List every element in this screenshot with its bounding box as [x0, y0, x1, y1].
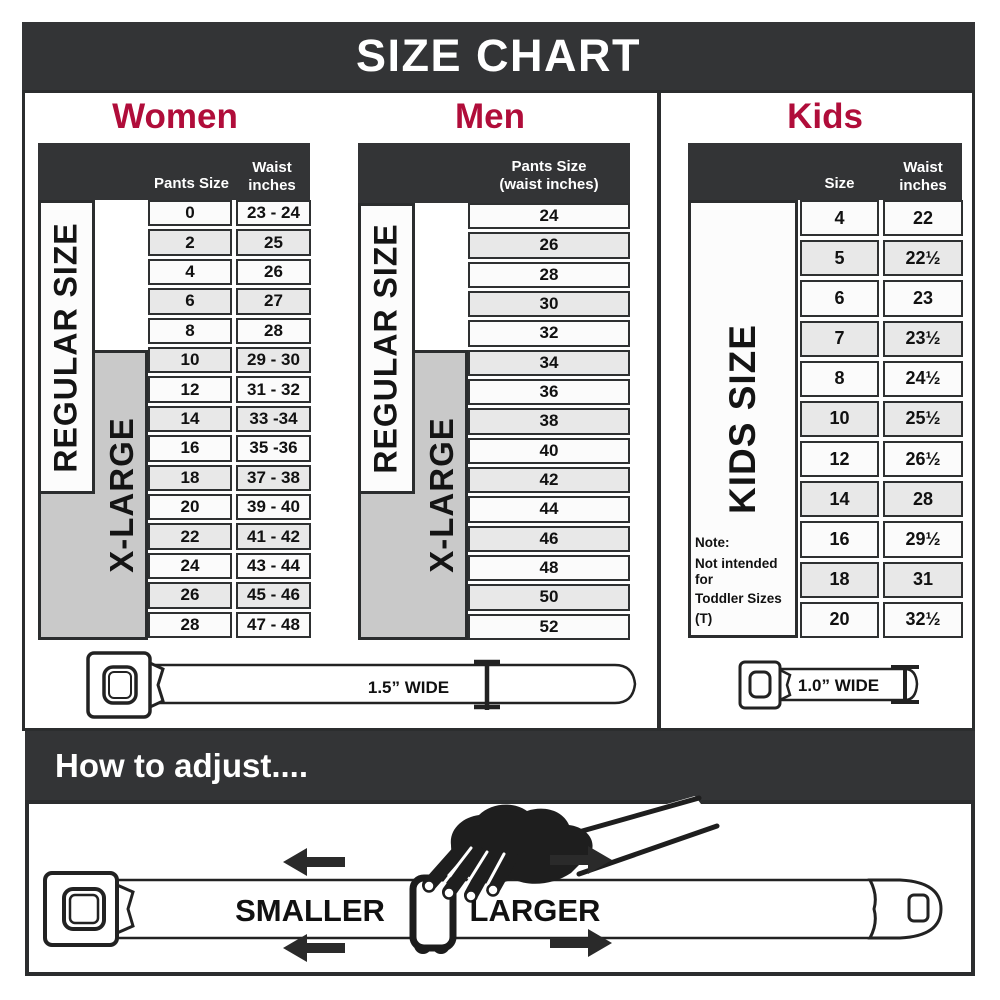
- adjust-buckle-icon: [45, 873, 133, 945]
- kids-belt-width-label: 1.0” WIDE: [797, 676, 880, 695]
- kids-note-line2: Toddler Sizes (T): [695, 590, 782, 626]
- size-cell: 37 - 38: [236, 465, 311, 491]
- smaller-label: SMALLER: [235, 893, 385, 928]
- size-cell: 43 - 44: [236, 553, 311, 579]
- size-cell: 10: [148, 347, 232, 373]
- size-cell: 28: [148, 612, 232, 638]
- kids-size-label: KIDS SIZE: [722, 324, 764, 514]
- size-cell: 42: [468, 467, 630, 493]
- women-col2-header: Waist inches: [248, 158, 296, 195]
- men-col-header-line2: (waist inches): [499, 176, 599, 194]
- size-cell: 0: [148, 200, 232, 226]
- kids-note: [695, 530, 797, 629]
- size-cell: 24: [468, 203, 630, 229]
- size-cell: 22½: [883, 240, 963, 276]
- size-cell: 39 - 40: [236, 494, 311, 520]
- size-cell: 4: [800, 200, 879, 236]
- size-cell: 52: [468, 614, 630, 640]
- size-cell: 14: [800, 481, 879, 517]
- men-col-header: [468, 158, 630, 196]
- men-xlarge-label: X-LARGE: [422, 417, 460, 573]
- size-cell: 36: [468, 379, 630, 405]
- size-cell: 24½: [883, 361, 963, 397]
- men-table-header: [358, 143, 630, 203]
- men-size-table: [468, 203, 630, 640]
- kids-heading: Kids: [787, 97, 863, 136]
- size-cell: 23: [883, 280, 963, 316]
- size-cell: 23 - 24: [236, 200, 311, 226]
- size-cell: 32½: [883, 602, 963, 638]
- size-cell: 34: [468, 350, 630, 376]
- size-cell: 18: [800, 562, 879, 598]
- size-cell: 25: [236, 229, 311, 255]
- size-cell: 18: [148, 465, 232, 491]
- size-cell: 38: [468, 408, 630, 434]
- size-cell: 28: [236, 318, 311, 344]
- size-cell: 6: [800, 280, 879, 316]
- size-cell: 2: [148, 229, 232, 255]
- size-cell: 29 - 30: [236, 347, 311, 373]
- size-cell: 25½: [883, 401, 963, 437]
- size-cell: 50: [468, 584, 630, 610]
- women-size-table: [148, 200, 311, 638]
- size-cell: 47 - 48: [236, 612, 311, 638]
- size-cell: 12: [148, 376, 232, 402]
- women-col1-header: Pants Size: [153, 175, 230, 193]
- kids-col2-header: Waist inches: [899, 158, 947, 195]
- size-cell: 8: [800, 361, 879, 397]
- section-divider: [657, 90, 661, 731]
- size-cell: 5: [800, 240, 879, 276]
- size-cell: 6: [148, 288, 232, 314]
- size-cell: 26: [468, 232, 630, 258]
- size-cell: 30: [468, 291, 630, 317]
- size-cell: 22: [883, 200, 963, 236]
- size-cell: 29½: [883, 521, 963, 557]
- men-col-header-line1: Pants Size: [511, 157, 587, 175]
- kids-col1-header: Size: [824, 175, 855, 193]
- kids-table-header: [688, 143, 962, 200]
- hand-icon: [424, 805, 593, 902]
- men-heading: Men: [455, 97, 525, 136]
- kids-size-table: [800, 200, 963, 638]
- smaller-arrow-top-icon: [283, 848, 345, 876]
- size-cell: 32: [468, 320, 630, 346]
- size-cell: 16: [148, 435, 232, 461]
- size-cell: 10: [800, 401, 879, 437]
- size-cell: 31 - 32: [236, 376, 311, 402]
- size-cell: 33 -34: [236, 406, 311, 432]
- size-cell: 28: [883, 481, 963, 517]
- women-xlarge-label: X-LARGE: [102, 417, 140, 573]
- kids-note-line1: Not intended for: [695, 556, 778, 588]
- size-cell: 44: [468, 496, 630, 522]
- page-title: SIZE CHART: [356, 30, 641, 81]
- adjust-banner: [25, 731, 975, 800]
- size-cell: 27: [236, 288, 311, 314]
- size-cell: 14: [148, 406, 232, 432]
- size-cell: 35 -36: [236, 435, 311, 461]
- size-cell: 20: [148, 494, 232, 520]
- size-cell: 40: [468, 438, 630, 464]
- men-regular-size-label: REGULAR SIZE: [358, 203, 415, 494]
- adjust-illustration: [25, 795, 975, 976]
- size-cell: 26: [148, 582, 232, 608]
- kids-size-label-box: [688, 200, 798, 638]
- size-cell: 46: [468, 526, 630, 552]
- size-cell: 24: [148, 553, 232, 579]
- size-cell: 16: [800, 521, 879, 557]
- size-cell: 48: [468, 555, 630, 581]
- size-cell: 20: [800, 602, 879, 638]
- size-cell: 45 - 46: [236, 582, 311, 608]
- size-cell: 26½: [883, 441, 963, 477]
- size-cell: 8: [148, 318, 232, 344]
- adult-buckle-icon: [88, 653, 163, 717]
- size-cell: 28: [468, 262, 630, 288]
- adult-belt-width-label: 1.5” WIDE: [367, 678, 450, 697]
- size-cell: 41 - 42: [236, 523, 311, 549]
- women-regular-size-label: REGULAR SIZE: [38, 200, 95, 494]
- size-cell: 23½: [883, 321, 963, 357]
- size-cell: 26: [236, 259, 311, 285]
- size-cell: 31: [883, 562, 963, 598]
- adjust-heading: How to adjust....: [55, 746, 308, 784]
- kids-note-title: Note:: [695, 535, 730, 551]
- women-table-header: [38, 143, 310, 200]
- larger-arrow-bottom-icon: [550, 929, 612, 957]
- women-heading: Women: [112, 97, 238, 136]
- size-cell: 12: [800, 441, 879, 477]
- size-cell: 7: [800, 321, 879, 357]
- belt-tip-icon: [870, 880, 941, 938]
- size-cell: 22: [148, 523, 232, 549]
- larger-label: LARGER: [469, 893, 601, 928]
- size-cell: 4: [148, 259, 232, 285]
- title-banner: [22, 22, 975, 90]
